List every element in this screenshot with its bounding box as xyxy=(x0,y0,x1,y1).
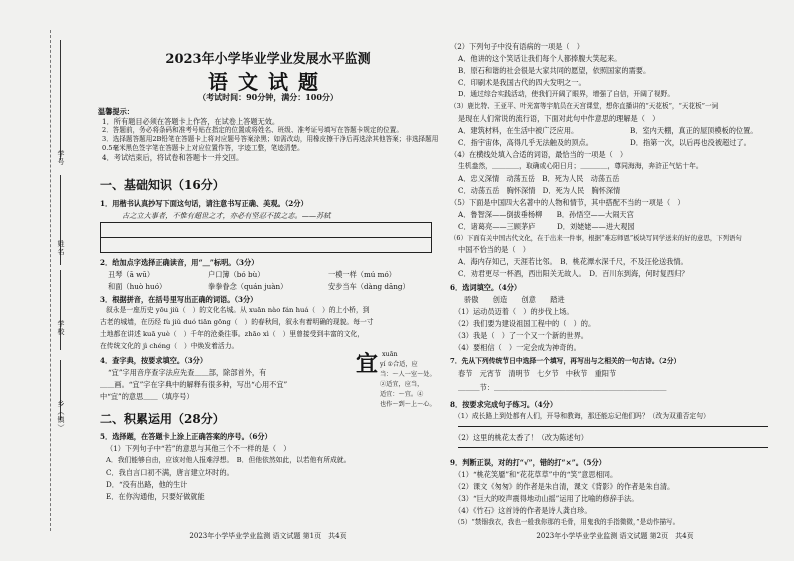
copy-box-2[interactable] xyxy=(100,237,432,253)
r-q8-line: （1）成长路上到处都有人们，开导和教诲，那还能忘记他们吗？（改为双重否定句） xyxy=(454,412,710,420)
answer-line[interactable] xyxy=(458,447,768,448)
r-option: A．他讲的这个笑话让我们每个人都捧腹大笑起来。 xyxy=(458,54,622,63)
q4-line: 中“宜”的意思＿＿（填序号） xyxy=(100,392,194,401)
q2-item: 安步当车（dàng dāng） xyxy=(328,282,410,291)
r-q7-answer-line[interactable]: ＿＿＿节：＿＿＿＿＿＿＿＿＿＿＿＿＿＿＿＿＿＿＿＿＿＿＿＿ xyxy=(458,383,667,392)
q5-line: C．我自言口初不满，唐言建立坏时的。 xyxy=(106,468,234,477)
dict-def: 当：～人一室～处。 xyxy=(380,371,436,378)
copy-box-1[interactable] xyxy=(100,222,432,238)
r-option: C．印刷术是我国古代的四大发明之一。 xyxy=(458,78,586,87)
q2-item: 户口簿（bó bù） xyxy=(208,270,265,279)
r-q9-line: （5）“禁锢我衣，我也一般我你那的毛骨，用鬼我的手指微微，”是动作描写。 xyxy=(454,518,680,526)
r-option: A．忠义深情 动荡五岳 B．死为人民 动荡五岳 xyxy=(458,174,620,183)
q5-line: A．我们能够自由，应该对他人报难浮想。 B．但他依然如此，以若他有所成就。 xyxy=(106,456,351,464)
q4-line: ＿＿画。“宜”字在字典中的解释有很多种，写出“心用不宜” xyxy=(100,380,288,389)
dict-def: ②适宜，应当， xyxy=(380,381,424,388)
q5-line: E．在你沟通他，只要好做就能 xyxy=(106,492,205,501)
page-one xyxy=(98,0,438,561)
r-q2-stem: （2）下列句子中没有语病的一项是（ ） xyxy=(450,42,584,51)
student-id-line xyxy=(60,40,62,160)
r-q6b-line: （3）我是（ ）了一个又一个新的世界。 xyxy=(454,331,588,340)
dict-pinyin: xuān xyxy=(382,350,398,358)
r-q9-line: （1）“桃花笑靥”和“花花草草”中的“笑”意思相同。 xyxy=(454,470,618,479)
cut-line xyxy=(50,30,51,531)
r-q6b-stem: 6．选词填空。（4分） xyxy=(450,283,522,292)
r-option: C．动荡五岳 胸怀深情 D．死为人民 胸怀深情 xyxy=(458,186,621,195)
page-two xyxy=(450,0,780,561)
r-option: A．海内存知己，天涯若比邻。 B．桃花潭水深千尺，不及汪伦送我情。 xyxy=(458,257,688,266)
r-q8-line: （2）这里的桃花太香了！（改为陈述句） xyxy=(454,433,588,442)
r-q7-words: 春节 元宵节 清明节 七夕节 中秋节 重阳节 xyxy=(458,369,617,378)
note-line: 4．考试结束后，将试卷和答题卡一并交回。 xyxy=(102,153,244,162)
q2-stem: 2．给加点字选择正确读音，用“＿”标明。（3分） xyxy=(100,258,259,267)
footer-right: 2023年小学毕业学业监测 语文试题 第2页 共4页 xyxy=(536,532,694,540)
exam-meta: （考试时间：90分钟，满分：100分） xyxy=(198,92,338,102)
dict-def: yí ①合适，应 xyxy=(380,361,418,368)
notes-heading: 温馨提示： xyxy=(98,107,134,116)
q1-sentence: 古之立大事者，不惟有超世之才，亦必有坚忍不拔之志。——苏轼 xyxy=(122,211,331,220)
dict-def: 适宜：～宜。④ xyxy=(380,391,424,398)
r-q9-line: （2）课文《匆匆》的作者是朱自清，课文《背影》的作者是朱自清。 xyxy=(454,482,675,491)
r-q6-stem: （6）下面有关中国古代文化，在于出来一件事，根据“难忘师恩”板块写同学送来的好的意思，下列语句 xyxy=(450,234,742,242)
q2-item: 拳拳眷念（quán juàn） xyxy=(208,282,288,291)
q2-item: 丑琴（ā wū） xyxy=(108,270,155,279)
q5-stem: 5．选择题，在答题卡上涂上正确答案的序号。（6分） xyxy=(100,432,272,441)
dict-def: 也作～到～上～心。 xyxy=(380,401,436,408)
section-2-heading: 二、积累运用（28分） xyxy=(100,412,225,426)
footer-left: 2023年小学毕业学业监测 语文试题 第1页 共4页 xyxy=(189,532,347,540)
r-option: C．指宇宙体，高得几乎无法触及的顶点。 xyxy=(458,138,593,147)
r-q6b-words: 骄傲 创造 创意 踏进 xyxy=(464,295,565,304)
binding-margin xyxy=(0,0,65,561)
r-q9-line: （3）“巨大的咬声震得地动山摇”运用了比喻的修辞手法。 xyxy=(454,494,639,503)
r-option: C．劝君更尽一杯酒，西出阳关无故人。 D．百川东到海，何时复西归？ xyxy=(458,269,689,278)
note-line: 1．所有题目必须在答题卡上作答，在试卷上答题无效。 xyxy=(102,117,280,126)
school-label: 学校 xyxy=(57,320,65,336)
r-q5-stem: （5）下面是中国四大名著中的人物和情节，其中搭配不当的一项是（ ） xyxy=(450,198,685,207)
q2-item: 和面（huò huó） xyxy=(108,282,167,291)
r-option: A．建筑材料，在生活中被广泛应用。 xyxy=(458,126,579,135)
r-q4-stem: （4）在横线处填入合适的词语，最恰当的一项是（ ） xyxy=(450,150,628,159)
q4-stem: 4．查字典，按要求填空。（3分） xyxy=(100,356,208,365)
town-label: 乡（镇） xyxy=(57,400,65,432)
r-q6b-line: （1）运动员迈着（ ）的步伐上场。 xyxy=(454,307,574,316)
name-label: 姓名 xyxy=(57,240,65,256)
q4-line: “宜”字用音序查字法应先查＿＿部，除部首外，有 xyxy=(108,368,267,377)
r-q9-line: （4）《竹石》这首诗的作者是诗人龚自珍。 xyxy=(454,506,592,515)
q1-stem: 1．用楷书认真抄写下面这句话，请注意书写正确、美观。（2分） xyxy=(100,199,308,208)
dictionary-character: 宜 xyxy=(356,351,379,377)
r-q6b-line: （4）要相信（ ）一定会成为神奇的。 xyxy=(454,343,581,352)
r-option: D．指第一次，以后再也没被超过了。 xyxy=(630,138,751,147)
q2-item: 一模一样（mú mó） xyxy=(328,270,396,279)
exam-subject: 语文试题 xyxy=(208,70,328,94)
q3-stem: 3．根据拼音，在括号里写出正确的词语。（3分） xyxy=(100,295,258,304)
student-id-label: 学号 xyxy=(57,150,65,166)
r-q3-sub: 是现在人们常说的流行语，下面对此句中作意思的理解是（ ） xyxy=(458,114,660,123)
r-option: A．鲁智深——倒拔垂杨柳 B．孙悟空——大闹天宫 xyxy=(458,210,634,219)
r-q4-line: 生机盎然，＿＿＿＿，取确或心阳日月；＿＿＿＿，尊同海海，奔浒正气钻十年。 xyxy=(458,162,703,170)
q3-line: 古老的城墙，在历经 fù jiǔ duó tiān gōng（ ）的春秋间，叙永有着明确的现貌。每一寸 xyxy=(100,318,374,326)
r-option: C．诸葛亮——三顾茅庐 D．刘姥姥——进大观园 xyxy=(458,222,635,231)
note-line: 2．答题前，务必将条码和准考号贴在指定的位置或将姓名、班级、准考证号填写在答题卡规定的位置。 xyxy=(102,126,403,134)
r-q9-stem: 9．判断正误，对的打“√”，错的打“×”。（5分） xyxy=(450,458,606,467)
r-option: B．室内天棚，真正的屋顶模板的位置。 xyxy=(630,126,758,135)
q3-line: 土地都在讲述 kuā yuè（ ）千年的沧桑往事。zhāo xì（ ）里曾接受到丰富的文化， xyxy=(100,330,365,338)
exam-title: 2023年小学毕业学业发展水平监测 xyxy=(165,52,371,67)
r-option: D．通过综合实践活动，使我们开阔了眼界，增强了自信，开阔了视野。 xyxy=(458,90,675,98)
q5-line: D．“没有出路，他的生计 xyxy=(106,480,188,489)
r-q8-stem: 8．按要求完成句子练习。（4分） xyxy=(450,400,558,409)
q5-line: （1）下列句子中“若”的意思与其他三个不一样的是（ ） xyxy=(106,444,291,453)
answer-line[interactable] xyxy=(458,426,768,427)
r-q3-stem: （3）鹿比特、王亚平、叶光富等宇航员在天宫课堂，想你直播讲的“天花板”，“天花板”一词 xyxy=(450,102,719,110)
q3-line: 在传统文化的 jì chéng（ ）中焕发着活力。 xyxy=(100,342,239,350)
note-line: 0.5毫米黑色签字笔在答题卡上对应位置作答，字迹工整，笔迹清楚。 xyxy=(102,144,304,152)
r-option: B．原石和谐的社会很是大家共同的愿望，依照国家的需要。 xyxy=(458,66,651,75)
q3-line: 叙永是一座历史 yōu jiǔ（ ）的文化名城。从 xuān nào fán huá（ ）的上小桥，到 xyxy=(106,306,370,314)
note-line: 3．选择题答题用2B铅笔在答题卡上将对应题号答案涂黑；如需改动，用橡皮擦干净后再选涂其他答案；非选择题用 xyxy=(102,135,439,143)
r-q7-stem: 7．先从下列传统节日中选择一个填写，再写出与之相关的一句古诗。（2分） xyxy=(450,357,681,365)
r-q6-sub: 中国不恰当的是（ ） xyxy=(458,245,530,254)
school-line xyxy=(60,270,62,350)
r-q6b-line: （2）我们要为建设祖国工程中的（ ）的。 xyxy=(454,319,596,328)
section-1-heading: 一、基础知识（16分） xyxy=(100,178,225,192)
